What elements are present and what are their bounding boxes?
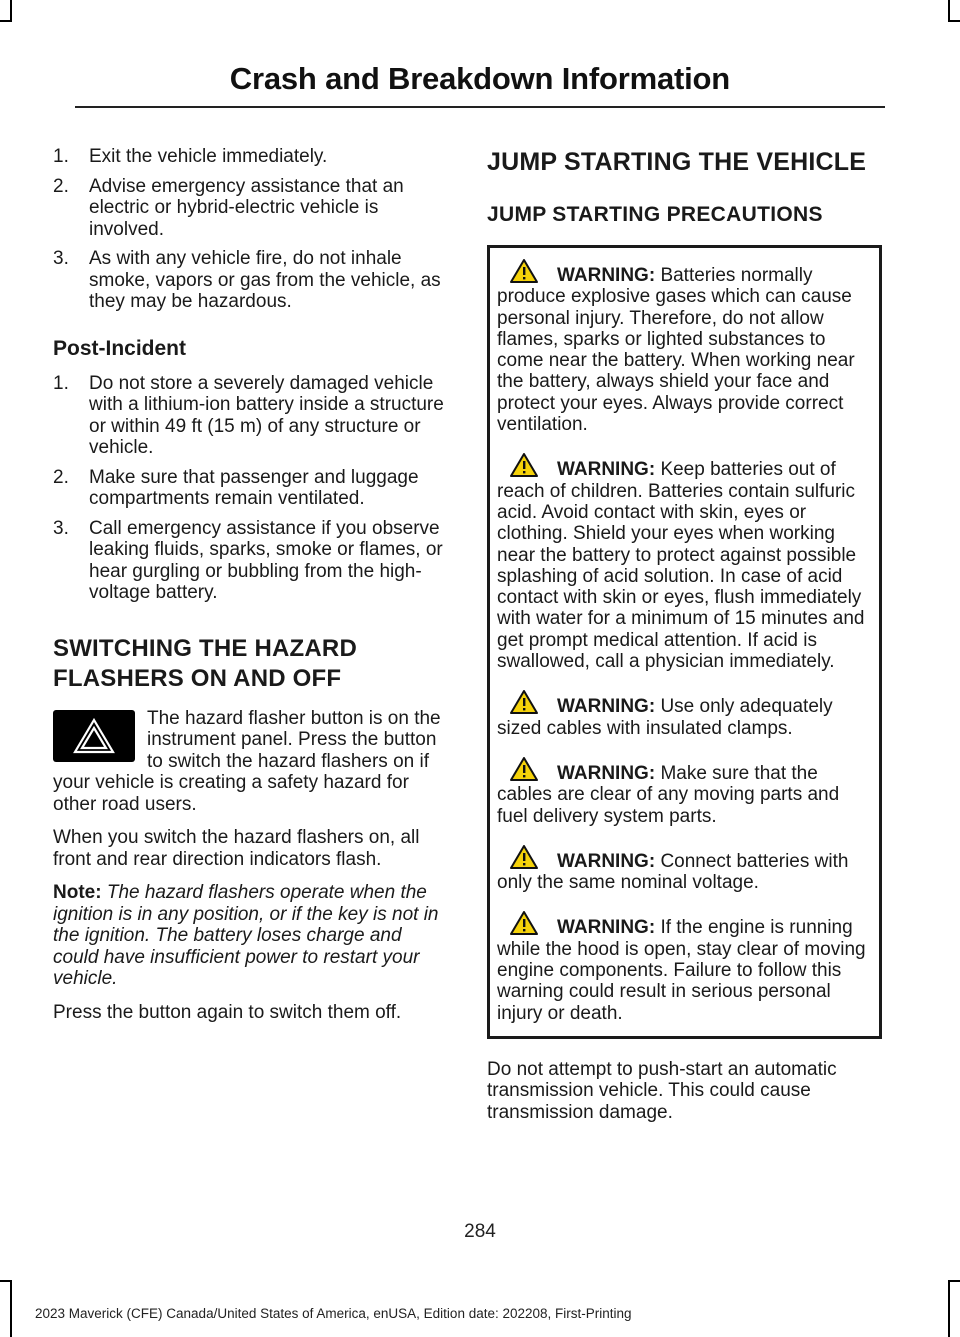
- jump-start-heading: JUMP STARTING THE VEHICLE: [487, 148, 867, 176]
- precautions-heading: JUMP STARTING PRECAUTIONS: [487, 203, 823, 226]
- warning-item: WARNING: Batteries normally produce explosive gases which can cause personal injury. Therefore, do not allow flames, sparks or lighted substances to come near the battery. When working near the battery, always shield your face and protect your eyes. Always provide correct ventilation.: [497, 258, 872, 435]
- list-item: 2. Advise emergency assistance that an electric or hybrid-electric vehicle is involved.: [53, 175, 404, 240]
- note: Note: The hazard flashers operate when the ignition is in any position, or if the key is not in the ignition. The battery loses charge and could have insufficient power to restart your vehicle.: [53, 882, 439, 989]
- warning-item: WARNING: Use only adequately sized cables with insulated clamps.: [497, 689, 872, 739]
- crop-mark: [948, 20, 960, 22]
- hazard-paragraph: The hazard flasher button is on the instrument panel. Press the button to switch the hazard flashers on if your vehicle is creating a safety hazard for other road users.: [53, 707, 441, 815]
- hazard-block: [53, 708, 448, 816]
- warning-item: WARNING: Connect batteries with only the same nominal voltage.: [497, 844, 872, 894]
- warning-triangle-icon: [509, 258, 551, 284]
- hazard-flashers-heading: SWITCHING THE HAZARD FLASHERS ON AND OFF: [53, 634, 357, 692]
- crop-mark: [10, 0, 12, 22]
- crop-mark: [0, 1280, 12, 1282]
- left-column: [53, 146, 448, 1035]
- page-header: [75, 56, 885, 108]
- crop-mark: [948, 1280, 950, 1337]
- warning-item: WARNING: Make sure that the cables are clear of any moving parts and fuel delivery system parts.: [497, 756, 872, 827]
- list-item: 1. Exit the vehicle immediately.: [53, 146, 328, 167]
- crop-mark: [948, 0, 950, 22]
- paragraph: When you switch the hazard flashers on, all front and rear direction indicators flash.: [53, 827, 420, 870]
- warning-triangle-icon: [509, 689, 551, 715]
- page-number: 284: [464, 1221, 496, 1242]
- list-item: 3. Call emergency assistance if you observe leaking fluids, sparks, smoke or flames, or hear gurgling or bubbling from the high-voltage battery.: [53, 517, 443, 603]
- right-column: [487, 146, 882, 1135]
- warning-triangle-icon: [509, 756, 551, 782]
- warning-item: WARNING: If the engine is running while the hood is open, stay clear of moving engine components. Failure to follow this warning could result in serious personal injury or death.: [497, 910, 872, 1023]
- post-incident-heading: Post-Incident: [53, 336, 187, 360]
- crop-mark: [0, 20, 12, 22]
- push-start-paragraph: Do not attempt to push-start an automatic transmission vehicle. This could cause transmission damage.: [487, 1058, 837, 1123]
- page-title: Crash and Breakdown Information: [229, 61, 730, 96]
- hazard-triangle-icon: [53, 710, 135, 762]
- list-item: 2. Make sure that passenger and luggage compartments remain ventilated.: [53, 466, 419, 509]
- warning-triangle-icon: [509, 910, 551, 936]
- crop-mark: [948, 1280, 960, 1282]
- paragraph: Press the button again to switch them off.: [53, 1001, 402, 1023]
- warning-item: WARNING: Keep batteries out of reach of children. Batteries contain sulfuric acid. Avoid contact with skin, eyes or clothing. Shield your eyes when working near the battery to protect against possible splashing of acid solution. In case of acid contact with skin or eyes, flush immediately with water for a minimum of 15 minutes and get prompt medical attention. If acid is swallowed, call a physician immediately.: [497, 452, 872, 672]
- crop-mark: [10, 1280, 12, 1337]
- fire-steps-list: [53, 146, 448, 313]
- post-incident-list: [53, 373, 448, 604]
- list-item: 1. Do not store a severely damaged vehicle with a lithium-ion battery inside a structure or within 49 ft (15 m) of any structure or vehicle.: [53, 372, 444, 458]
- edition-footer: 2023 Maverick (CFE) Canada/United States of America, enUSA, Edition date: 202208, First-Printing: [35, 1306, 632, 1321]
- warning-triangle-icon: [509, 844, 551, 870]
- warning-box: [487, 245, 882, 1039]
- list-item: 3. As with any vehicle fire, do not inhale smoke, vapors or gas from the vehicle, as they may be hazardous.: [53, 248, 441, 312]
- warning-triangle-icon: [509, 452, 551, 478]
